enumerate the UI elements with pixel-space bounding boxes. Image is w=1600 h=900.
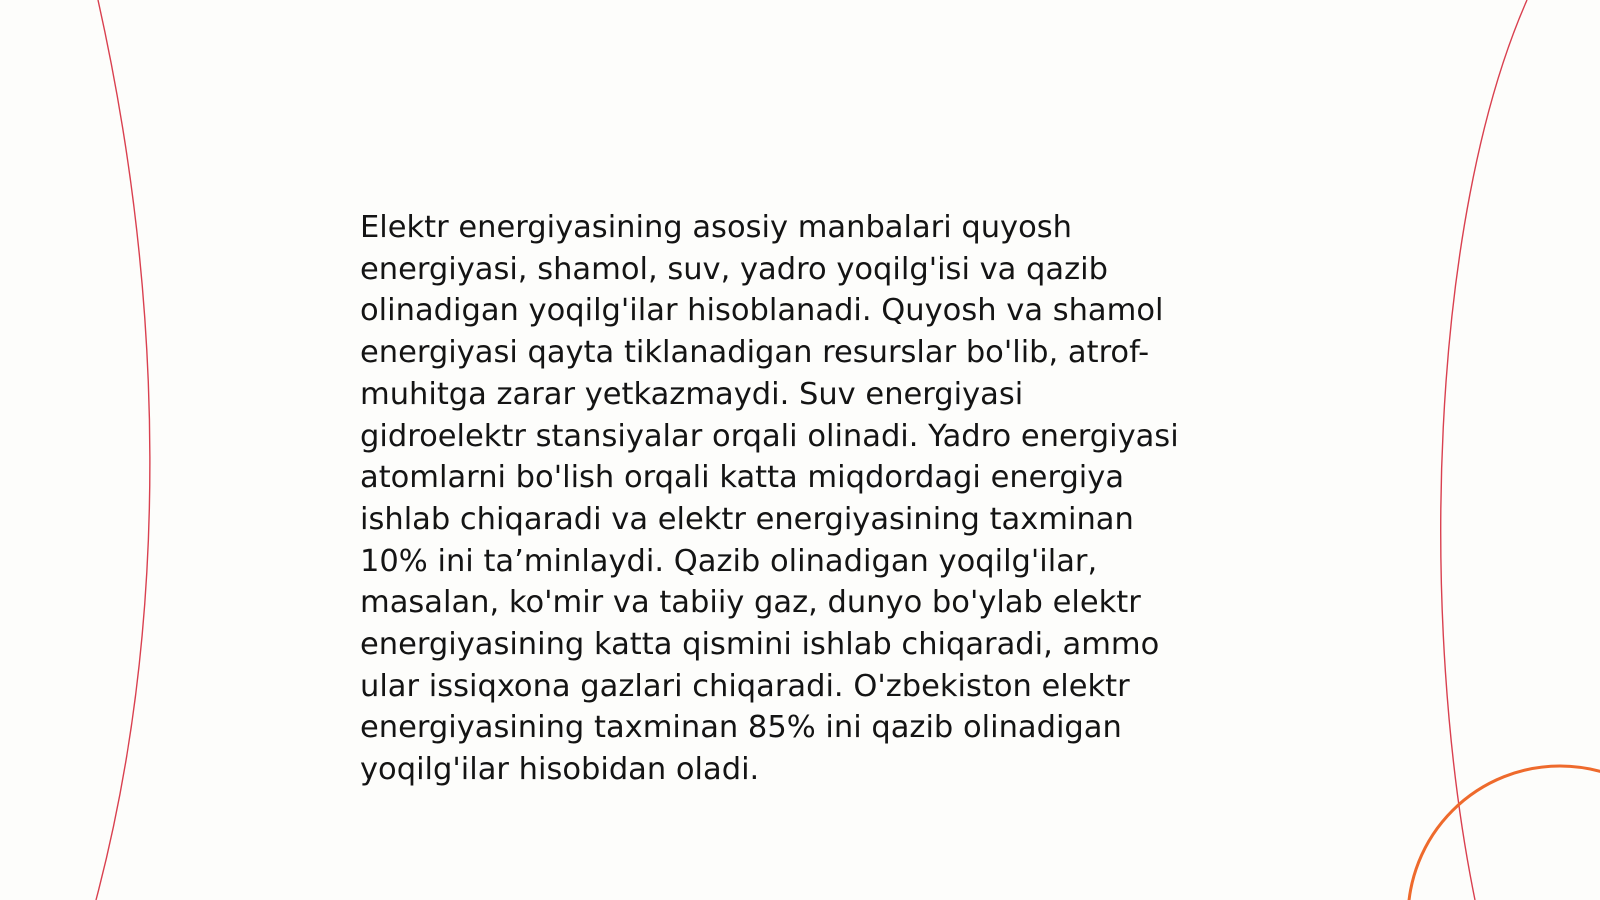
paragraph-line: gidroelektr stansiyalar orqali olinadi. Yadro energiyasi	[360, 418, 1179, 454]
paragraph-line: ishlab chiqaradi va elektr energiyasining taxminan	[360, 501, 1134, 537]
paragraph-line: energiyasi, shamol, suv, yadro yoqilg'isi va qazib	[360, 251, 1108, 287]
paragraph-line: muhitga zarar yetkazmaydi. Suv energiyasi	[360, 376, 1024, 412]
paragraph-line: energiyasining katta qismini ishlab chiqaradi, ammo	[360, 627, 1160, 663]
right-arc-line	[1441, 0, 1527, 900]
paragraph-line: masalan, ko'mir va tabiiy gaz, dunyo bo'ylab elektr	[360, 585, 1141, 621]
paragraph-line: ular issiqxona gazlari chiqaradi. O'zbekiston elektr	[360, 668, 1130, 704]
paragraph-line: yoqilg'ilar hisobidan oladi.	[360, 752, 760, 788]
left-arc-line	[96, 0, 150, 900]
paragraph-line: energiyasi qayta tiklanadigan resurslar bo'lib, atrof-	[360, 335, 1150, 371]
accent-circle	[1408, 766, 1600, 900]
paragraph-line: Elektr energiyasining asosiy manbalari quyosh	[360, 210, 1072, 245]
paragraph-line: atomlarni bo'lish orqali katta miqdordagi energiya	[360, 460, 1125, 496]
paragraph-line: energiyasining taxminan 85% ini qazib olinadigan	[360, 710, 1122, 746]
paragraph-line: 10% ini ta’minlaydi. Qazib olinadigan yoqilg'ilar,	[360, 543, 1098, 579]
body-paragraph	[360, 207, 1260, 791]
paragraph-line: olinadigan yoqilg'ilar hisoblanadi. Quyosh va shamol	[360, 293, 1164, 329]
